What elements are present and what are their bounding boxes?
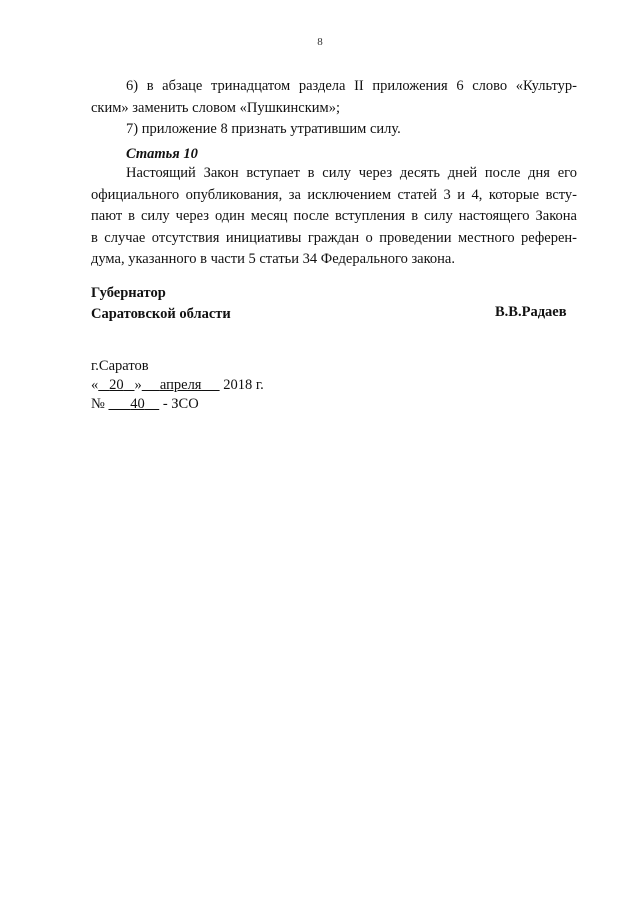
number-field [108, 396, 159, 412]
article-10-line: официального опубликования, за исключением статей 3 и 4, которые всту- [91, 186, 577, 203]
number-suffix: - ЗСО [162, 396, 199, 412]
enactment-details [91, 357, 264, 414]
enactment-date [91, 376, 264, 395]
date-month [142, 377, 220, 393]
signatory-position-line-1: Губернатор [91, 285, 166, 301]
date-close-quote: » [134, 377, 142, 393]
signatory-name: В.В.Радаев [495, 304, 567, 320]
enactment-city: г.Саратов [91, 358, 149, 374]
date-year: 2018 г. [223, 377, 264, 393]
enactment-number [91, 395, 264, 414]
article-10-line: пают в силу через один месяц после вступления в силу настоящего Закона [91, 208, 577, 224]
date-day-value: 20 [109, 377, 124, 393]
amendment-item-6-line-2: ским» заменить словом «Пушкинским»; [91, 99, 340, 116]
signatory-position-line-2: Саратовской области [91, 306, 231, 322]
date-open-quote: « [91, 377, 99, 393]
date-day [98, 377, 134, 393]
date-month-value: апреля [159, 377, 202, 393]
number-value: 40 [130, 396, 145, 412]
number-sign: № [91, 396, 105, 412]
article-10-line: дума, указанного в части 5 статьи 34 Федерального закона. [91, 251, 455, 267]
page-number: 8 [317, 36, 323, 48]
amendment-item-6 [91, 76, 577, 119]
signatory-position [91, 283, 231, 325]
article-10-title: Статья 10 [126, 146, 198, 162]
article-10-line: Настоящий Закон вступает в силу через десять дней после дня его [126, 165, 577, 181]
article-10-line: в случае отсутствия инициативы граждан о проведении местного референ- [91, 229, 577, 246]
amendment-item-7 [91, 119, 577, 141]
amendment-item-6-line-1: 6) в абзаце тринадцатом раздела II приложения 6 слово «Культур- [126, 78, 577, 94]
amendment-item-7-text: 7) приложение 8 признать утратившим силу. [126, 121, 401, 137]
article-10-body [91, 163, 577, 271]
